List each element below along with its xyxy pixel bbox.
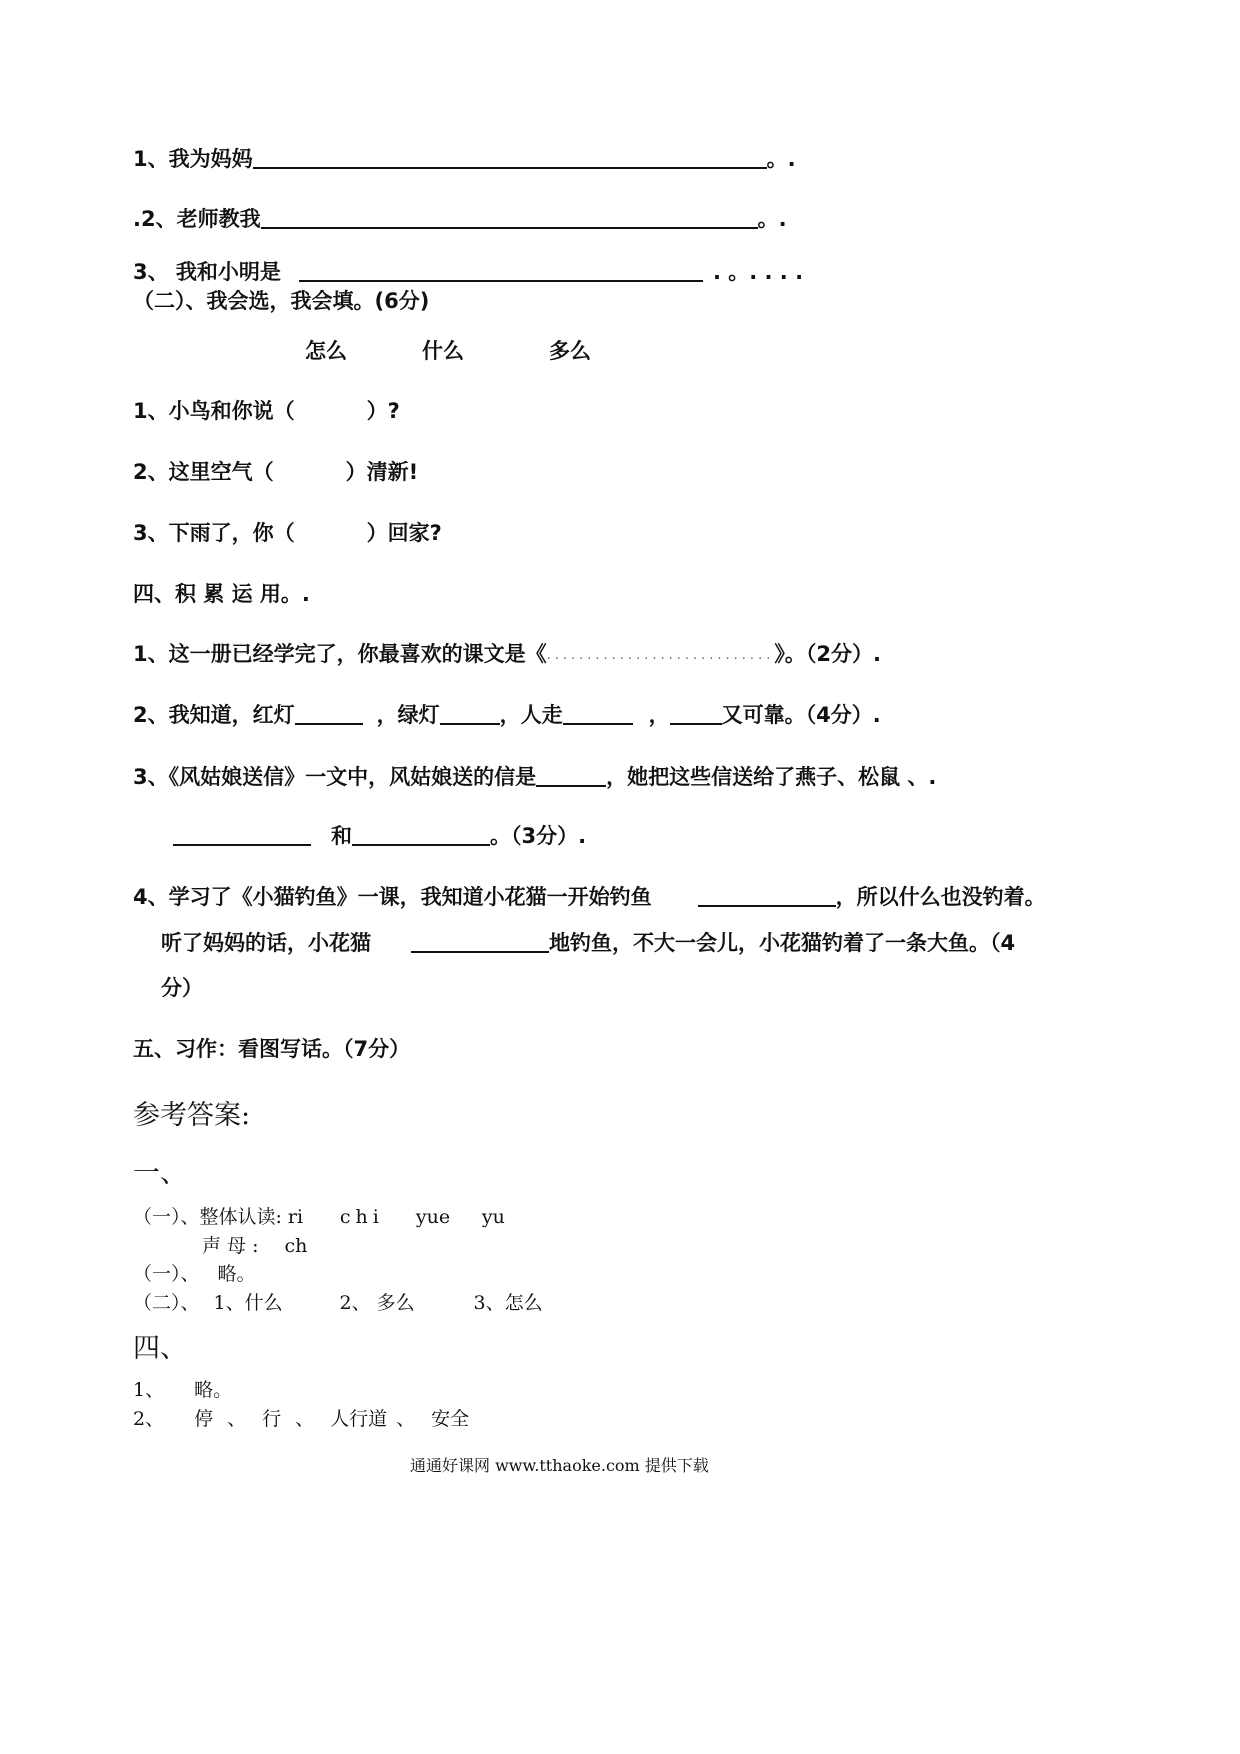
separator: 、 — [396, 1408, 416, 1430]
fishing-after-blank[interactable] — [411, 932, 549, 953]
accum-q3 — [133, 766, 936, 788]
q2-prefix: .2、老师教我 — [133, 207, 261, 231]
choice-q1-b: ）? — [366, 399, 400, 423]
q1-end: 。. — [766, 147, 796, 171]
accum-q1-a: 1、这一册已经学完了，你最喜欢的课文是《 — [133, 642, 547, 666]
pinyin-item: chi — [339, 1206, 384, 1228]
accum-q1-b: 》。（2分）. — [774, 642, 881, 666]
answer-row-4-1 — [133, 1381, 232, 1400]
accum-q3-c: 和 — [331, 824, 352, 848]
accum-q2 — [133, 704, 881, 726]
answer-row-4-1-value: 略。 — [194, 1379, 233, 1401]
answer-item: 人行道 — [330, 1408, 388, 1430]
accum-q2-d: ， — [648, 703, 670, 727]
answer-section-1: 一、 — [133, 1158, 187, 1189]
answers-title: 参考答案: — [133, 1100, 251, 1131]
answer-row-1 — [133, 1208, 505, 1227]
q3-line — [133, 261, 803, 283]
choice-q2-a: 2、这里空气（ — [133, 460, 274, 484]
accum-q4-points: 分） — [161, 976, 203, 1000]
q1-blank[interactable] — [253, 148, 767, 169]
red-light-blank[interactable] — [295, 704, 363, 725]
recipient-blank-2[interactable] — [352, 825, 490, 846]
green-light-blank[interactable] — [440, 704, 500, 725]
fishing-start-blank[interactable] — [698, 886, 836, 907]
accum-q3-a: 3、《风姑娘送信》一文中，风姑娘送的信是 — [133, 765, 537, 789]
answer-row-2 — [133, 1265, 256, 1284]
pinyin-item: yue — [415, 1206, 451, 1228]
separator: 、 — [227, 1408, 247, 1430]
q1-line — [133, 148, 796, 170]
answer-row-4-2 — [133, 1410, 469, 1429]
accum-q4-b: ，所以什么也没钓着。 — [835, 885, 1046, 909]
option-word: 多么 — [549, 339, 591, 363]
pinyin-item: yu — [481, 1206, 505, 1228]
answer-row-2-value: 略。 — [217, 1263, 256, 1285]
q1-prefix: 1、我为妈妈 — [133, 147, 253, 171]
accum-q2-a: 2、我知道，红灯 — [133, 703, 295, 727]
choice-q2-b: ）清新! — [345, 460, 419, 484]
choice-q3 — [133, 523, 442, 544]
accum-q3-d: 。（3分）. — [490, 824, 587, 848]
answer-row-1b-value: ch — [284, 1235, 308, 1257]
answer-row-3-label: （二）、 — [133, 1292, 200, 1314]
accum-q4-cont — [161, 932, 1015, 954]
q3-end: . 。. . . . — [712, 260, 804, 284]
answer-item: 1、什么 — [213, 1292, 283, 1314]
separator: 、 — [295, 1408, 315, 1430]
answer-row-1b — [202, 1237, 307, 1256]
accum-q3-cont — [173, 825, 586, 847]
walk-blank[interactable] — [563, 704, 633, 725]
choice-q2 — [133, 462, 418, 483]
option-word: 什么 — [422, 339, 464, 363]
answer-item: 行 — [262, 1408, 282, 1430]
accum-q2-b: ，绿灯 — [376, 703, 440, 727]
accum-q1-blank[interactable]: ............................ — [546, 648, 775, 663]
safe-blank[interactable] — [670, 704, 722, 725]
q2-blank[interactable] — [261, 208, 758, 229]
q2-line — [133, 208, 787, 230]
answer-item: 3、怎么 — [473, 1292, 543, 1314]
answer-row-2-label: （一）、 — [133, 1263, 200, 1285]
choice-q3-a: 3、下雨了，你（ — [133, 521, 295, 545]
answer-row-3 — [133, 1294, 543, 1313]
accum-q4 — [133, 886, 1046, 908]
section-4-header: 四、积 累 运 用。. — [133, 582, 310, 606]
option-word: 怎么 — [305, 339, 347, 363]
answer-item: 2、 多么 — [339, 1292, 415, 1314]
accum-q4-a: 4、学习了《小猫钓鱼》一课，我知道小花猫一开始钓鱼 — [133, 885, 652, 909]
accum-q2-c: ，人走 — [499, 703, 563, 727]
pinyin-item: ri — [287, 1206, 304, 1228]
page-footer: 通通好课网 www.tthaoke.com 提供下载 — [410, 1456, 709, 1475]
answer-row-4-2-label: 2、 — [133, 1408, 165, 1430]
letter-blank[interactable] — [536, 766, 606, 787]
choice-q3-b: ）回家? — [366, 521, 442, 545]
answer-row-4-1-label: 1、 — [133, 1379, 165, 1401]
q2-end: 。. — [757, 207, 787, 231]
q3-blank[interactable] — [299, 261, 703, 282]
q3-prefix: 3、 我和小明是 — [133, 260, 281, 284]
section-5-header: 五、习作：看图写话。（7分） — [133, 1037, 411, 1061]
choice-q1 — [133, 401, 400, 422]
accum-q1 — [133, 644, 881, 665]
answer-row-1-label: （一）、整体认读: — [133, 1206, 282, 1228]
accum-q3-b: ，她把这些信送给了燕子、松鼠 、. — [606, 765, 937, 789]
answer-row-1b-label: 声 母 : — [202, 1235, 259, 1257]
accum-q4-c: 听了妈妈的话，小花猫 — [161, 931, 371, 955]
answer-item: 安全 — [431, 1408, 470, 1430]
accum-q2-e: 又可靠。（4分）. — [721, 703, 881, 727]
choice-q1-a: 1、小鸟和你说（ — [133, 399, 295, 423]
answer-item: 停 — [194, 1408, 214, 1430]
answer-section-4: 四、 — [133, 1333, 187, 1364]
section-2-header: （二）、我会选，我会填。(6分) — [133, 289, 430, 313]
accum-q4-d: 地钓鱼，不大一会儿，小花猫钓着了一条大鱼。（4 — [549, 931, 1016, 955]
recipient-blank-1[interactable] — [173, 825, 311, 846]
